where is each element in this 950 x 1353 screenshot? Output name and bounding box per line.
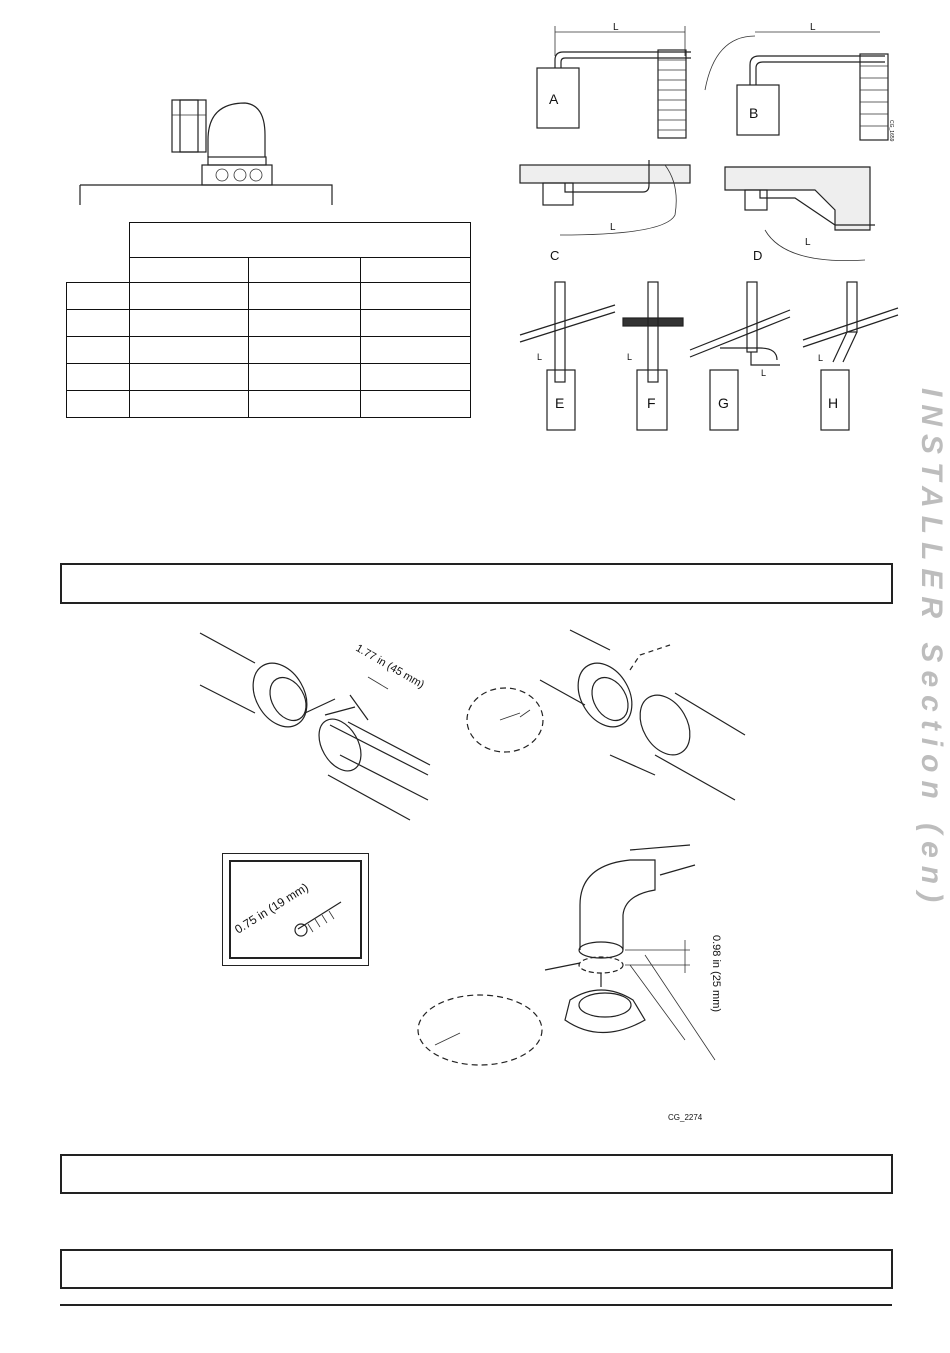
svg-text:L: L xyxy=(613,22,619,33)
svg-text:L: L xyxy=(818,353,824,363)
svg-text:D: D xyxy=(753,248,763,263)
section-heading-box-2 xyxy=(60,1154,893,1194)
svg-text:G: G xyxy=(718,395,729,411)
flue-configurations-figure xyxy=(515,20,900,435)
flue-elbow-drawing xyxy=(80,95,340,205)
section-heading-box-3 xyxy=(60,1249,893,1289)
config-g xyxy=(690,282,790,430)
svg-text:L: L xyxy=(810,22,816,33)
svg-text:B: B xyxy=(749,105,759,121)
svg-text:C: C xyxy=(550,248,560,263)
installer-section-side-tab xyxy=(910,388,950,988)
screw-dimension-label: 0.75 in (19 mm) xyxy=(232,880,311,937)
pipe-assembly-figure xyxy=(200,625,760,835)
elbow-assembly-figure xyxy=(415,845,725,1122)
svg-text:1.77 in (45 mm): 1.77 in (45 mm) xyxy=(353,642,427,692)
svg-text:F: F xyxy=(647,395,656,411)
svg-text:CG_1659: CG_1659 xyxy=(888,120,894,142)
svg-text:E: E xyxy=(555,395,565,411)
svg-text:A: A xyxy=(549,91,559,107)
config-d xyxy=(725,167,875,263)
svg-text:L: L xyxy=(761,368,767,378)
config-c xyxy=(520,160,690,263)
section-heading-box-1 xyxy=(60,563,893,604)
config-e xyxy=(520,282,615,430)
side-tab-text: INSTALLER Section (en) xyxy=(915,388,948,911)
config-f xyxy=(623,282,683,430)
elbow-dimension-label: 0.98 in (25 mm) xyxy=(710,935,722,1013)
config-b xyxy=(705,22,894,142)
svg-text:H: H xyxy=(828,395,839,411)
flue-length-table xyxy=(66,222,471,418)
svg-text:L: L xyxy=(805,237,811,248)
config-h xyxy=(803,282,898,430)
svg-text:L: L xyxy=(537,352,543,362)
config-a xyxy=(537,22,691,138)
svg-text:L: L xyxy=(627,352,633,362)
assembly-figure-code: CG_2274 xyxy=(668,1113,703,1122)
screw-detail-inset xyxy=(222,853,369,966)
svg-text:L: L xyxy=(610,222,616,233)
footer-rule xyxy=(60,1304,892,1306)
